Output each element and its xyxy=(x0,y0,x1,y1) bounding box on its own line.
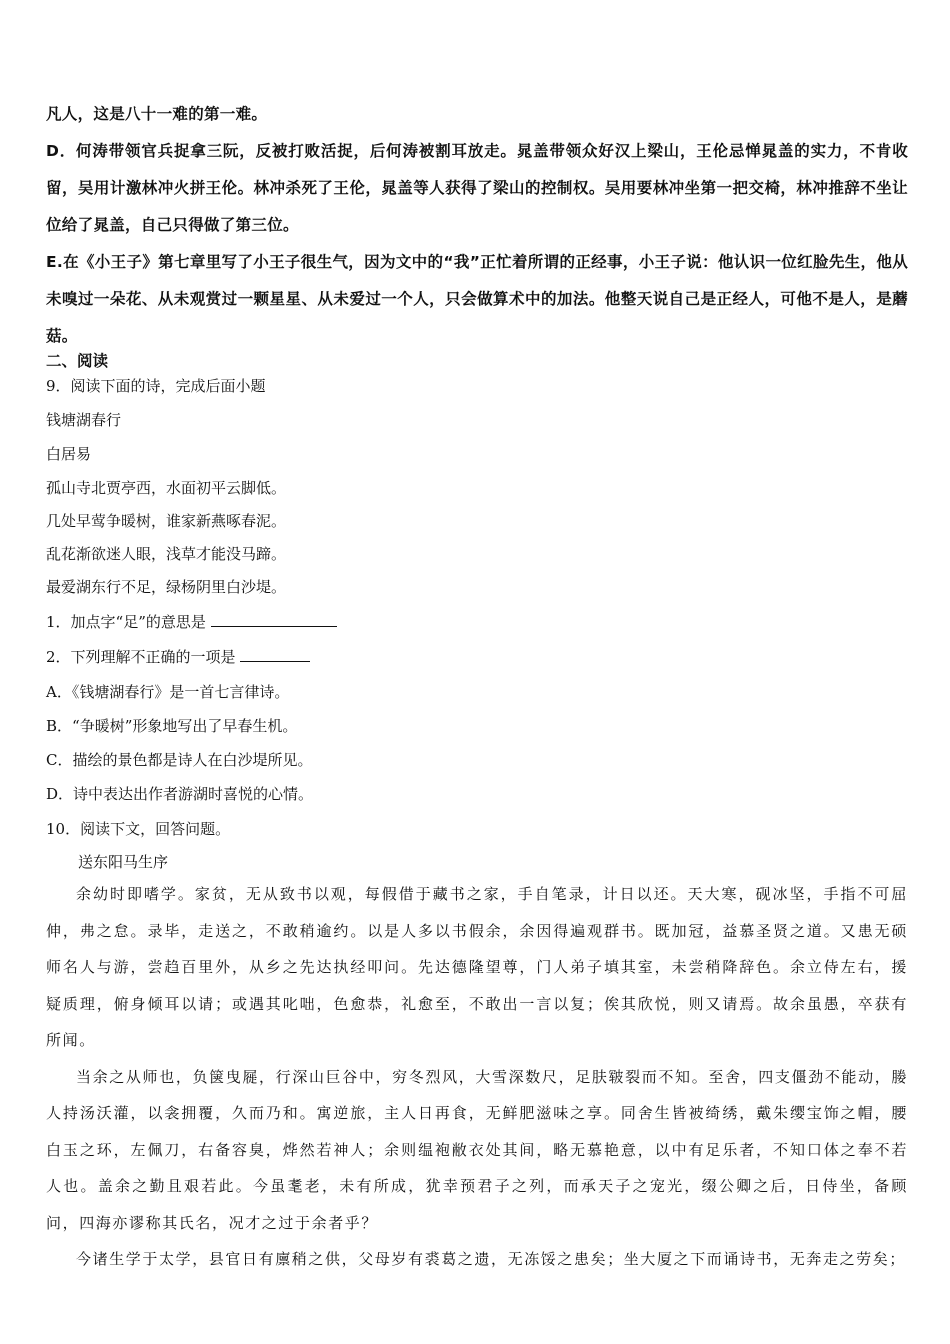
answer-blank-2[interactable] xyxy=(240,647,310,662)
poem-title: 钱塘湖春行 xyxy=(46,411,122,429)
answer-blank-1[interactable] xyxy=(211,612,337,627)
poem-line-1: 孤山寺北贾亭西，水面初平云脚低。 xyxy=(46,479,287,497)
q9-prompt: 9．阅读下面的诗，完成后面小题 xyxy=(46,377,266,395)
option-b: B．“争暖树”形象地写出了早春生机。 xyxy=(46,717,298,735)
answer-options-block xyxy=(46,96,908,355)
essay-paragraph-1: 余幼时即嗜学。家贫，无从致书以观，每假借于藏书之家，手自笔录，计日以还。天大寒，砚冰坚，手指不可屈伸，弗之怠。录毕，走送之，不敢稍逾约。以是人多以书假余，余因得遍观群书。既加冠，益慕圣贤之道。又患无硕师名人与游，尝趋百里外，从乡之先达执经叩问。先达德隆望尊，门人弟子填其室，未尝稍降辞色。余立侍左右，援疑质理，俯身倾耳以请；或遇其叱咄，色愈恭，礼愈至，不敢出一言以复；俟其欣悦，则又请焉。故余虽愚，卒获有所闻。 xyxy=(46,885,908,1049)
essay-title: 送东阳马生序 xyxy=(78,853,169,871)
option-e-text: E.在《小王子》第七章里写了小王子很生气，因为文中的“我”正忙着所谓的正经事，小王子说：他认识一位红脸先生，他从未嗅过一朵花、从未观赏过一颗星星、从未爱过一个人，只会做算术中的加法。他整天说自己是正经人，可他不是人，是蘑菇。 xyxy=(46,253,908,345)
option-a: A．《钱塘湖春行》是一首七言律诗。 xyxy=(46,683,290,701)
essay-paragraph-3: 今诸生学于太学，县官日有廪稍之供，父母岁有裘葛之遗，无冻馁之患矣；坐大厦之下而诵诗书，无奔走之劳矣； xyxy=(76,1250,907,1268)
option-d-text: D．何涛带领官兵捉拿三阮，反被打败活捉，后何涛被割耳放走。晁盖带领众好汉上梁山，王伦忌惮晁盖的实力，不肯收留，吴用计激林冲火拼王伦。林冲杀死了王伦，晁盖等人获得了梁山的控制权。吴用要林冲坐第一把交椅，林冲推辞不坐让位给了晁盖，自己只得做了第三位。 xyxy=(46,142,908,234)
option-c: C．描绘的景色都是诗人在白沙堤所见。 xyxy=(46,751,313,769)
option-d: D．诗中表达出作者游湖时喜悦的心情。 xyxy=(46,785,314,803)
essay-body xyxy=(46,876,908,1278)
poem-line-4: 最爱湖东行不足，绿杨阴里白沙堤。 xyxy=(46,578,287,596)
q9-sub2-text: 2．下列理解不正确的一项是 xyxy=(46,648,236,666)
q9-sub1 xyxy=(46,611,337,632)
option-c-tail: 凡人，这是八十一难的第一难。 xyxy=(46,105,268,123)
poem-line-2: 几处早莺争暖树，谁家新燕啄春泥。 xyxy=(46,512,287,530)
q10-prompt: 10．阅读下文，回答问题。 xyxy=(46,820,231,838)
essay-paragraph-2: 当余之从师也，负箧曳屣，行深山巨谷中，穷冬烈风，大雪深数尺，足肤皲裂而不知。至舍，四支僵劲不能动，媵人持汤沃灌，以衾拥覆，久而乃和。寓逆旅，主人日再食，无鲜肥滋味之享。同舍生皆被绮绣，戴朱缨宝饰之帽，腰白玉之环，左佩刀，右备容臭，烨然若神人；余则缊袍敝衣处其间，略无慕艳意，以中有足乐者，不知口体之奉不若人也。盖余之勤且艰若此。今虽耄老，未有所成，犹幸预君子之列，而承天子之宠光，缀公卿之后，日侍坐，备顾问，四海亦谬称其氏名，况才之过于余者乎？ xyxy=(46,1067,908,1232)
section-heading: 二、阅读 xyxy=(46,352,109,370)
poem-line-3: 乱花渐欲迷人眼，浅草才能没马蹄。 xyxy=(46,545,287,563)
poem-author: 白居易 xyxy=(46,445,92,463)
q9-sub1-text: 1．加点字“足”的意思是 xyxy=(46,613,206,631)
q9-sub2 xyxy=(46,646,310,667)
